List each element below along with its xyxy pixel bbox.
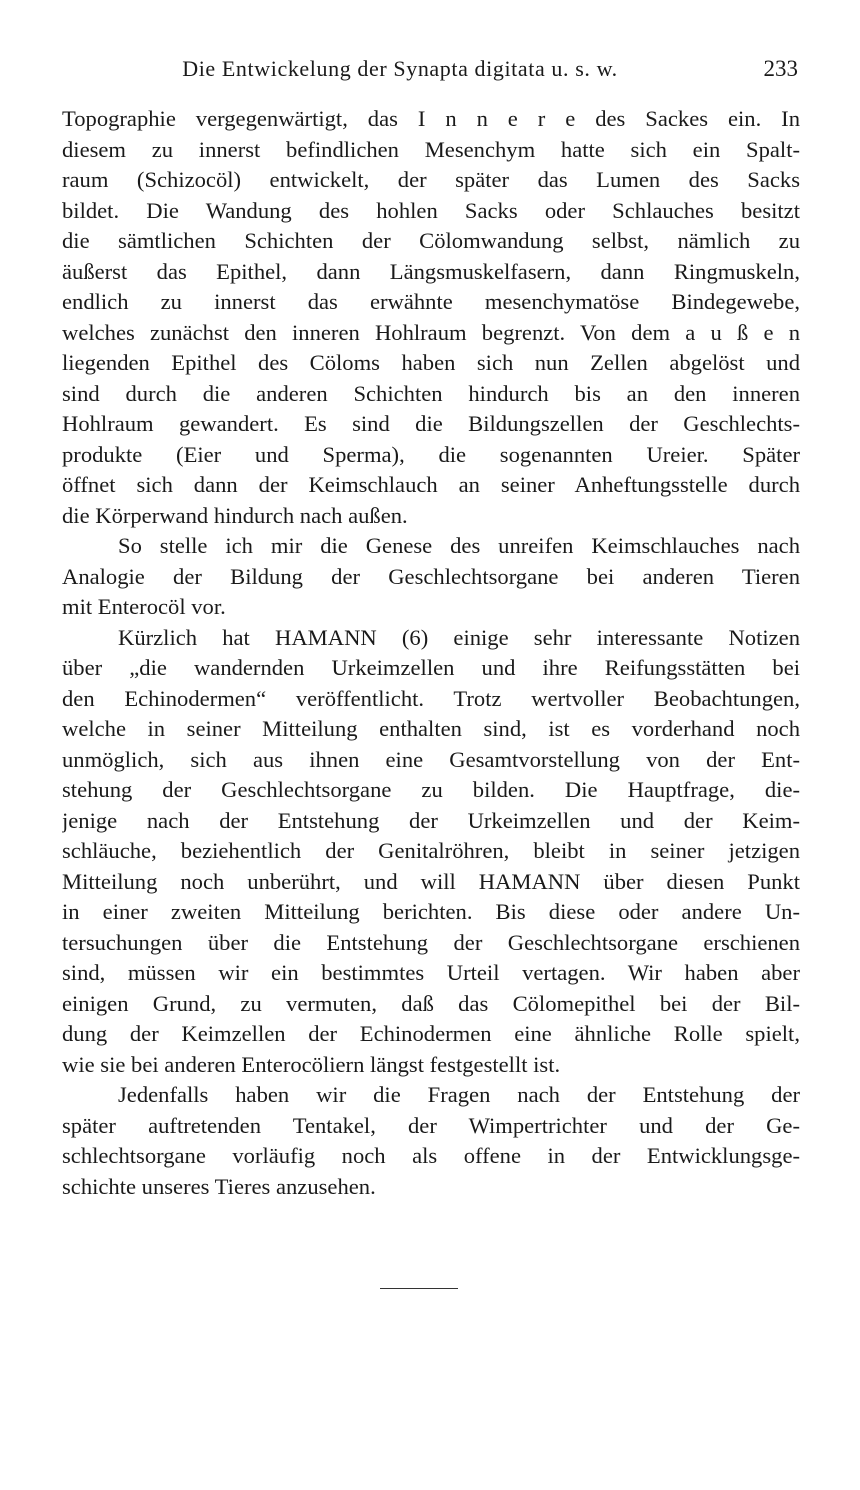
text-line: mit Enterocöl vor. [62,594,226,619]
text-line: stehung der Geschlechtsorgane zu bilden. Die Hauptfrage, die- [62,777,800,802]
text-line: sind durch die anderen Schichten hindurch bis an den inneren [62,380,800,406]
text-line: Hohlraum gewandert. Es sind die Bildungszellen der Geschlechts- [62,411,800,436]
text-line: Topographie vergegenwärtigt, das I n n e r e des Sackes ein. In [62,106,800,131]
text-line: produkte (Eier und Sperma), die sogenannten Ureier. Später [62,441,800,467]
end-rule [380,1288,458,1289]
text-line: schichte unseres Tieres anzusehen. [62,1173,376,1199]
running-head [62,52,798,86]
text-line: äußerst das Epithel, dann Längsmuskelfasern, dann Ringmuskeln, [62,258,800,284]
running-title: Die Entwickelung der Synapta digitata u. s. w. [182,56,618,81]
text-line: schläuche, beziehentlich der Genitalröhren, bleibt in seiner jetzigen [62,838,800,863]
text-line: So stelle ich mir die Genese des unreifen Keimschlauches nach [118,533,800,558]
text-line: endlich zu innerst das erwähnte mesenchymatöse Bindegewebe, [62,289,800,314]
page-number: 233 [763,56,798,81]
text-line: liegenden Epithel des Cöloms haben sich nun Zellen abgelöst und [62,350,800,375]
text-line: bildet. Die Wandung des hohlen Sacks oder Schlauches besitzt [62,197,800,223]
text-line: schlechtsorgane vorläufig noch als offene in der Entwicklungsge- [62,1143,800,1168]
text-line: dung der Keimzellen der Echinodermen eine ähnliche Rolle spielt, [62,1021,800,1046]
text-line: tersuchungen über die Entstehung der Geschlechtsorgane erschienen [62,929,800,955]
text-line: Jedenfalls haben wir die Fragen nach der Entstehung der [118,1082,800,1107]
text-line: welches zunächst den inneren Hohlraum begrenzt. Von dem a u ß e n [62,319,800,345]
text-line: öffnet sich dann der Keimschlauch an seiner Anheftungsstelle durch [62,472,800,497]
text-line: Mitteilung noch unberührt, und will HAMANN über diesen Punkt [62,868,800,894]
text-line: raum (Schizocöl) entwickelt, der später das Lumen des Sacks [62,167,800,192]
text-line: jenige nach der Entstehung der Urkeimzellen und der Keim- [62,807,800,833]
text-line: Analogie der Bildung der Geschlechtsorgane bei anderen Tieren [62,563,800,589]
text-line: sind, müssen wir ein bestimmtes Urteil vertagen. Wir haben aber [62,960,800,985]
text-line: die Körperwand hindurch nach außen. [62,502,408,528]
text-line: einigen Grund, zu vermuten, daß das Cölomepithel bei der Bil- [62,990,800,1016]
text-line: unmöglich, sich aus ihnen eine Gesamtvorstellung von der Ent- [62,746,800,772]
text-line: später auftretenden Tentakel, der Wimpertrichter und der Ge- [62,1112,800,1138]
text-line: diesem zu innerst befindlichen Mesenchym hatte sich ein Spalt- [62,136,800,162]
body-text [62,104,800,1202]
text-line: den Echinodermen“ veröffentlicht. Trotz wertvoller Beobachtungen, [62,685,800,711]
text-line: über „die wandernden Urkeimzellen und ihre Reifungsstätten bei [62,655,800,680]
text-line: die sämtlichen Schichten der Cölomwandung selbst, nämlich zu [62,228,800,253]
text-line: welche in seiner Mitteilung enthalten sind, ist es vorderhand noch [62,716,800,741]
text-line: in einer zweiten Mitteilung berichten. Bis diese oder andere Un- [62,899,800,924]
text-line: Kürzlich hat HAMANN (6) einige sehr interessante Notizen [118,624,800,650]
text-line: wie sie bei anderen Enterocöliern längst festgestellt ist. [62,1051,561,1077]
